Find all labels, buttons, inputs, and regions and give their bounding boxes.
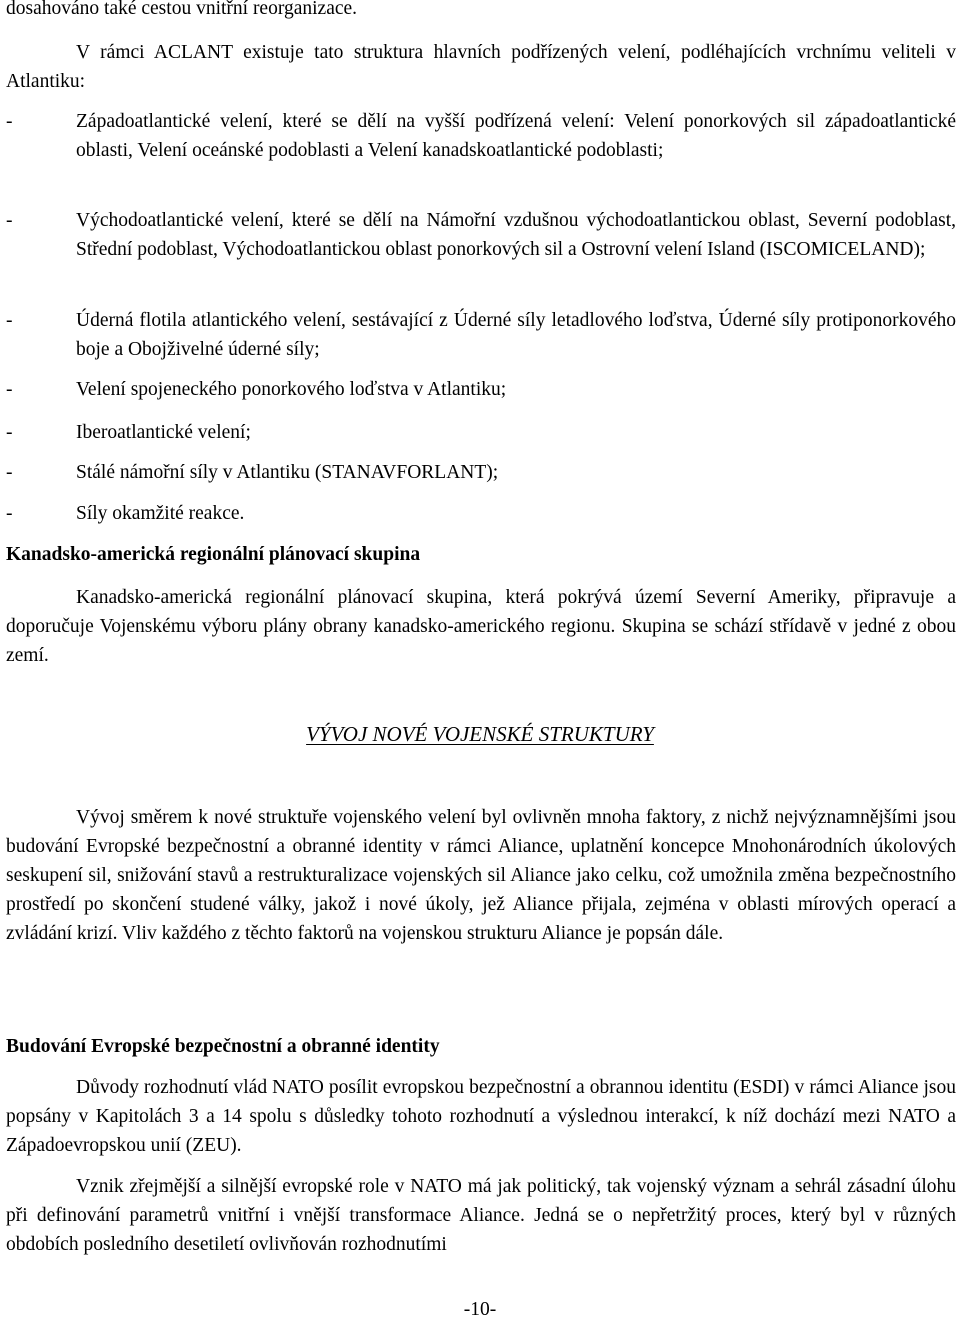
list-dash: -: [6, 503, 13, 524]
list-item-text: Stálé námořní síly v Atlantiku (STANAVFORLANT);: [76, 462, 499, 483]
list-dash: -: [6, 210, 13, 231]
list-item: [6, 499, 956, 528]
esdi-paragraph-2: Vznik zřejmější a silnější evropské role v NATO má jak politický, tak vojenský význam a sehrál zásadní úlohu při definování parametrů vnitřní i vnější transformace Aliance. Jedná se o nepřetržitý proces, který byl v různých obdobích posledního desetiletí ovlivňován rozhodnutími: [6, 1176, 956, 1255]
list-dash: -: [6, 422, 13, 443]
page-number: -10-: [463, 1299, 497, 1320]
list-item-text: Síly okamžité reakce.: [76, 503, 245, 524]
development-paragraph: Vývoj směrem k nové struktuře vojenského velení byl ovlivněn mnoha faktory, z nichž nejvýznamnějšími jsou budování Evropské bezpečnostní a obranné identity v rámci Aliance, uplatnění koncepce Mnohonárodních úkolových seskupení sil, snižování stavů a restrukturalizace vojenských sil Aliance jako celku, což umožnila změna bezpečnostního prostředí po skončení studené války, jakož i nové úkoly, jež Aliance přijala, zejména v oblasti mírových operací a zvládání krizí. Vliv každého z těchto faktorů na vojenskou strukturu Aliance je popsán dále.: [6, 807, 956, 944]
list-item-text: Západoatlantické velení, které se dělí na vyšší podřízená velení: Velení ponorkových sil západoatlantické oblasti, Velení oceánské podoblasti a Velení kanadskoatlantické podoblasti;: [76, 111, 956, 161]
esdi-heading: Budování Evropské bezpečnostní a obranné identity: [6, 1036, 440, 1057]
list-item: [6, 418, 956, 447]
esdi-section-2: [6, 1172, 956, 1259]
list-item: [6, 107, 956, 165]
list-item: [6, 306, 956, 364]
list-dash: -: [6, 310, 13, 331]
canus-section: [6, 583, 956, 670]
list-item-text: Východoatlantické velení, které se dělí na Námořní vzdušnou východoatlantickou oblast, Severní podoblast, Střední podoblast, Východoatlantickou oblast ponorkových sil a Ostrovní velení Island (ISCOMICELAND);: [76, 210, 956, 260]
list-dash: -: [6, 462, 13, 483]
canus-heading: Kanadsko-americká regionální plánovací skupina: [6, 544, 421, 565]
list-dash: -: [6, 379, 13, 400]
list-dash: -: [6, 111, 13, 132]
development-section: [6, 803, 956, 948]
aclant-intro: [6, 38, 956, 96]
list-item: [6, 206, 956, 264]
esdi-section-1: [6, 1073, 956, 1160]
list-item-text: Iberoatlantické velení;: [76, 422, 251, 443]
top-line: [6, 0, 956, 23]
paragraph-fragment: dosahováno také cestou vnitřní reorganizace.: [6, 0, 358, 19]
list-item-text: Úderná flotila atlantického velení, sestávající z Úderné síly letadlového loďstva, Úderné síly protiponorkového boje a Obojživelné úderné síly;: [76, 310, 956, 360]
aclant-intro-text: V rámci ACLANT existuje tato struktura hlavních podřízených velení, podléhajících vrchnímu veliteli v Atlantiku:: [6, 42, 956, 92]
section-title: VÝVOJ NOVÉ VOJENSKÉ STRUKTURY: [306, 722, 654, 746]
list-item-text: Velení spojeneckého ponorkového loďstva v Atlantiku;: [76, 379, 507, 400]
canus-paragraph: Kanadsko-americká regionální plánovací skupina, která pokrývá území Severní Ameriky, připravuje a doporučuje Vojenskému výboru plány obrany kanadsko-amerického regionu. Skupina se schází střídavě v jedné z obou zemí.: [6, 587, 956, 666]
list-item: [6, 375, 956, 404]
esdi-paragraph-1: Důvody rozhodnutí vlád NATO posílit evropskou bezpečnostní a obrannou identitu (ESDI) v rámci Aliance jsou popsány v Kapitolách 3 a 14 spolu s důsledky tohoto rozhodnutí a výslednou interakcí, k níž dochází mezi NATO a Západoevropskou unií (ZEU).: [6, 1077, 956, 1156]
list-item: [6, 458, 956, 487]
